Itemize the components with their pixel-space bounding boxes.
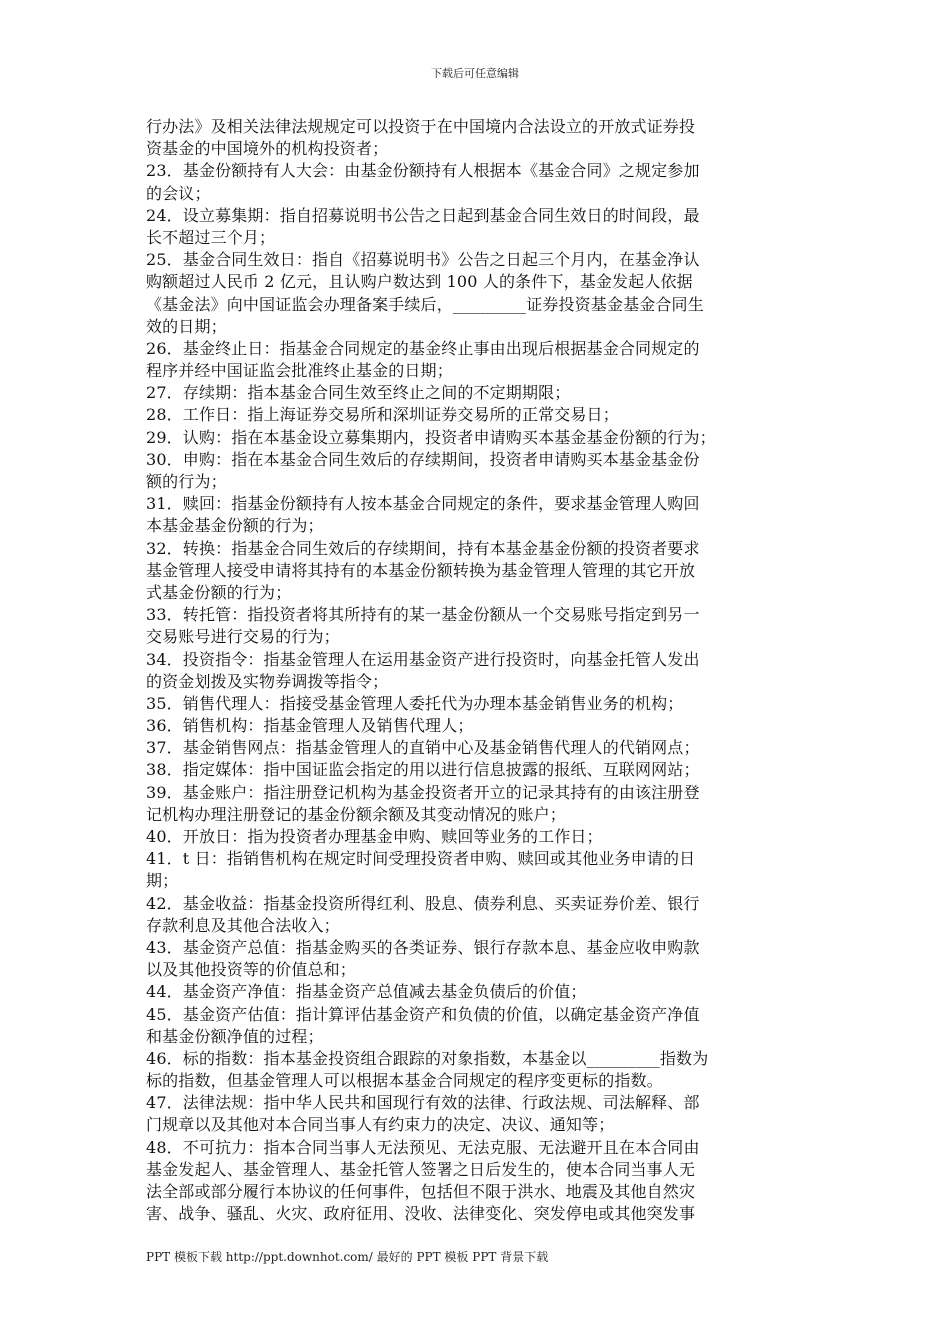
document-line: 交易账号进行交易的行为； <box>146 627 340 647</box>
document-line: 效的日期； <box>146 316 227 336</box>
document-line: 记机构办理注册登记的基金份额余额及其变动情况的账户； <box>146 804 566 824</box>
document-line: 48．不可抗力：指本合同当事人无法预见、无法克服、无法避开且在本合同由 <box>146 1137 700 1157</box>
document-line: 长不超过三个月； <box>146 227 276 247</box>
document-line: 46．标的指数：指本基金投资组合跟踪的对象指数，本基金以_________指数为 <box>146 1048 709 1068</box>
document-line: 41．t 日：指销售机构在规定时间受理投资者申购、赎回或其他业务申请的日 <box>146 849 696 869</box>
document-line: 25．基金合同生效日：指自《招募说明书》公告之日起三个月内，在基金净认 <box>146 250 700 270</box>
document-line: 35．销售代理人：指接受基金管理人委托代为办理本基金销售业务的机构； <box>146 693 684 713</box>
document-line: 行办法》及相关法律法规规定可以投资于在中国境内合法设立的开放式证券投 <box>146 117 696 136</box>
document-line: 门规章以及其他对本合同当事人有约束力的决定、决议、通知等； <box>146 1115 615 1135</box>
document-line: 23．基金份额持有人大会：由基金份额持有人根据本《基金合同》之规定参加 <box>146 161 700 181</box>
document-line: 购额超过人民币 2 亿元，且认购户数达到 100 人的条件下，基金发起人依据 <box>146 272 693 292</box>
page-footer: PPT 模板下载 http://ppt.downhot.com/ 最好的 PPT 模板 PPT 背景下载 <box>146 1250 549 1264</box>
document-line: 26．基金终止日：指基金合同规定的基金终止事由出现后根据基金合同规定的 <box>146 338 700 358</box>
document-line: 标的指数，但基金管理人可以根据本基金合同规定的程序变更标的指数。 <box>146 1071 663 1091</box>
document-line: 资基金的中国境外的机构投资者； <box>146 139 389 159</box>
page-header: 下载后可任意编辑 <box>431 67 519 80</box>
document-line: 存款利息及其他合法收入； <box>146 915 340 935</box>
document-line: 30．申购：指在本基金合同生效后的存续期间，投资者申请购买本基金基金份 <box>146 449 700 469</box>
document-line: 33．转托管：指投资者将其所持有的某一基金份额从一个交易账号指定到另一 <box>146 605 700 625</box>
document-body <box>146 116 806 1225</box>
document-line: 42．基金收益：指基金投资所得红利、股息、债券利息、买卖证券价差、银行 <box>146 893 700 913</box>
document-line: 式基金份额的行为； <box>146 582 292 602</box>
document-line: 43．基金资产总值：指基金购买的各类证券、银行存款本息、基金应收申购款 <box>146 937 700 957</box>
document-line: 害、战争、骚乱、火灾、政府征用、没收、法律变化、突发停电或其他突发事 <box>146 1204 696 1224</box>
document-line: 45．基金资产估值：指计算评估基金资产和负债的价值，以确定基金资产净值 <box>146 1004 700 1024</box>
document-line: 47．法律法规：指中华人民共和国现行有效的法律、行政法规、司法解释、部 <box>146 1093 700 1113</box>
document-line: 36．销售机构：指基金管理人及销售代理人； <box>146 716 474 736</box>
document-line: 37．基金销售网点：指基金管理人的直销中心及基金销售代理人的代销网点； <box>146 738 700 758</box>
document-line: 以及其他投资等的价值总和； <box>146 960 356 980</box>
document-line: 的资金划拨及实物券调拨等指令； <box>146 671 389 691</box>
document-line: 39．基金账户：指注册登记机构为基金投资者开立的记录其持有的由该注册登 <box>146 782 700 802</box>
document-line: 31．赎回：指基金份额持有人按本基金合同规定的条件，要求基金管理人购回 <box>146 494 700 514</box>
document-line: 32．转换：指基金合同生效后的存续期间，持有本基金基金份额的投资者要求 <box>146 538 700 558</box>
document-line: 34．投资指令：指基金管理人在运用基金资产进行投资时，向基金托管人发出 <box>146 649 700 669</box>
document-line: 24．设立募集期：指自招募说明书公告之日起到基金合同生效日的时间段，最 <box>146 205 700 225</box>
document-line: 38．指定媒体：指中国证监会指定的用以进行信息披露的报纸、互联网网站； <box>146 760 700 780</box>
document-line: 程序并经中国证监会批准终止基金的日期； <box>146 361 453 381</box>
document-line: 的会议； <box>146 183 211 203</box>
document-line: 法全部或部分履行本协议的任何事件，包括但不限于洪水、地震及其他自然灾 <box>146 1182 696 1201</box>
document-line: 本基金基金份额的行为； <box>146 516 324 536</box>
document-line: 40．开放日：指为投资者办理基金申购、赎回等业务的工作日； <box>146 827 603 846</box>
document-line: 27．存续期：指本基金合同生效至终止之间的不定期期限； <box>146 383 571 403</box>
document-line: 28．工作日：指上海证券交易所和深圳证券交易所的正常交易日； <box>146 405 619 425</box>
document-line: 44．基金资产净值：指基金资产总值减去基金负债后的价值； <box>146 982 587 1002</box>
document-line: 额的行为； <box>146 472 227 491</box>
document-line: 和基金份额净值的过程； <box>146 1026 324 1046</box>
document-line: 《基金法》向中国证监会办理备案手续后，_________证券投资基金基金合同生 <box>146 294 704 314</box>
document-line: 基金发起人、基金管理人、基金托管人签署之日后发生的，使本合同当事人无 <box>146 1159 696 1179</box>
document-line: 基金管理人接受申请将其持有的本基金份额转换为基金管理人管理的其它开放 <box>146 560 696 580</box>
document-line: 29．认购：指在本基金设立募集期内，投资者申请购买本基金基金份额的行为； <box>146 427 716 447</box>
document-line: 期； <box>146 871 179 891</box>
